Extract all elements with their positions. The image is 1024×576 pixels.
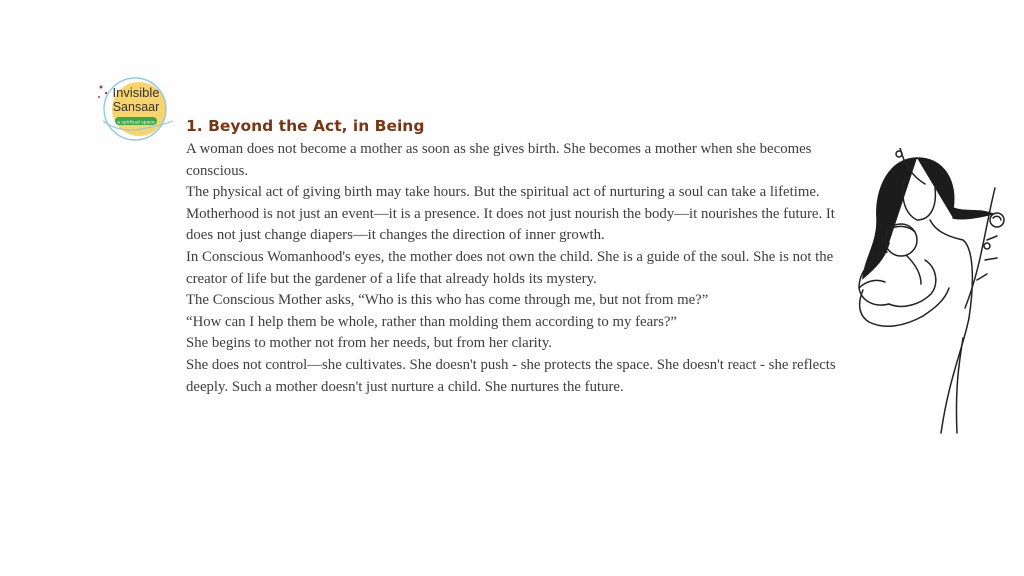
article-section [186, 116, 846, 398]
brand-logo [89, 63, 181, 155]
hair-icon [863, 158, 917, 278]
paragraph: She does not control—she cultivates. She doesn't push - she protects the space. She doesn't react - she reflects deeply. Such a mother doesn't just nurture a child. She nurtures the future. [186, 356, 836, 395]
paragraph: The Conscious Mother asks, “Who is this who has come through me, but not from me?” [186, 292, 709, 309]
logo-graphic [89, 63, 181, 155]
paragraph: In Conscious Womanhood's eyes, the mother does not own the child. She is a guide of the soul. She is not the creator of life but the gardener of a life that already holds its mystery. [186, 248, 834, 287]
section-heading: 1. Beyond the Act, in Being [186, 117, 425, 135]
logo-line1: Invisible [112, 85, 160, 100]
rose-icon [990, 213, 1004, 227]
logo-line2: Sansaar [112, 100, 160, 114]
logo-tagline: a spiritual space [117, 120, 155, 126]
paragraph: Motherhood is not just an event—it is a presence. It does not just nourish the body—it nourishes the future. It does not just change diapers—it changes the direction of inner growth. [186, 205, 835, 244]
mother-child-illustration [845, 148, 1015, 438]
paragraph: “How can I help them be whole, rather than molding them according to my fears?” [186, 313, 677, 330]
flower-icon [984, 243, 990, 249]
paragraph: The physical act of giving birth may take hours. But the spiritual act of nurturing a soul can take a lifetime. [186, 184, 820, 201]
paragraph: She begins to mother not from her needs, but from her clarity. [186, 335, 552, 352]
paragraph: A woman does not become a mother as soon as she gives birth. She becomes a mother when she becomes conscious. [186, 141, 812, 179]
